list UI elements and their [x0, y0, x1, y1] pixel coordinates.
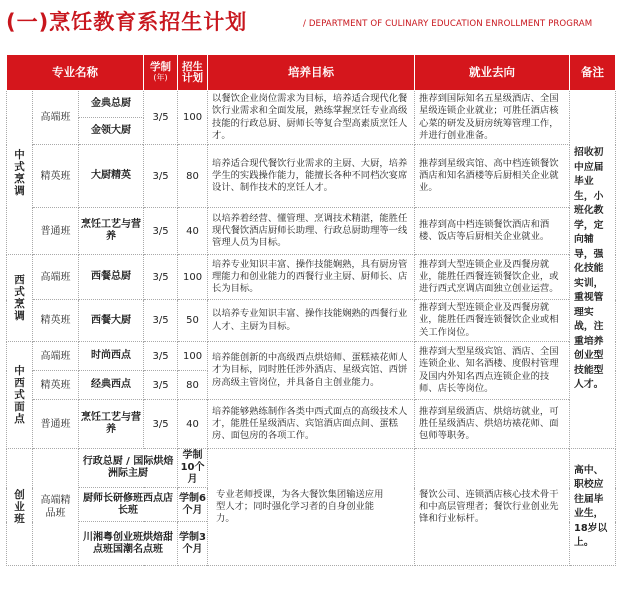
western-note: 招收初中应届毕业生，小班化教学，定向辅导，强化技能实训，重视管理实战，注重培养创业型技能型人才。	[570, 91, 616, 449]
major-name: 西餐总厨	[79, 255, 144, 300]
category-western: 西式烹调	[7, 255, 33, 342]
goal-cell: 以培养着经营、懂管理、烹调技术精湛，能胜任现代餐饮酒店厨师长助理、行政总厨助理等一线管理人员为目标。	[208, 208, 415, 255]
startup-note: 高中、职校应往届毕业生，18岁以上。	[570, 449, 616, 566]
col-years	[144, 55, 178, 91]
table-row	[7, 342, 616, 371]
major-name: 时尚西点	[79, 342, 144, 371]
table-row	[7, 400, 616, 449]
years-cell: 3/5	[144, 255, 178, 300]
col-goal: 培养目标	[208, 55, 415, 91]
level-cell: 精英班	[33, 371, 79, 400]
major-name: 西餐大厨	[79, 300, 144, 342]
table-row	[7, 91, 616, 118]
table-row	[7, 449, 616, 488]
page-subtitle-en: / DEPARTMENT OF CULINARY EDUCATION ENROLLMENT PROGRAM	[303, 19, 593, 29]
page-title: (一)烹饪教育系招生计划	[6, 10, 248, 34]
years-cell: 3/5	[144, 300, 178, 342]
level-cell	[33, 449, 79, 566]
major-name: 烹饪工艺与营养	[79, 208, 144, 255]
years-cell: 3/5	[144, 208, 178, 255]
goal-cell: 以餐饮企业岗位需求为目标，培养适合现代化餐饮行业需求和全面发展，熟练掌握烹饪专业高级技能的行政总厨、厨师长等复合型高素质烹饪人才。	[208, 91, 415, 145]
level-cell: 精英班	[33, 300, 79, 342]
major-name: 经典西点	[79, 371, 144, 400]
col-note: 备注	[570, 55, 616, 91]
category-startup: 创业班	[7, 449, 33, 566]
table-header-row	[7, 55, 616, 91]
table-row	[7, 255, 616, 300]
quota-cell: 100	[178, 255, 208, 300]
years-cell: 3/5	[144, 91, 178, 145]
major-name: 大厨精英	[79, 145, 144, 208]
major-name: 金典总厨	[79, 91, 144, 118]
table-row	[7, 300, 616, 342]
startup-course: 行政总厨 / 国际烘焙洲际主厨	[79, 449, 178, 488]
goal-cell: 培养能够熟练制作各类中西式面点的高级技术人才，能胜任星级酒店、宾馆酒店面点间、蛋糕房、面包房的各项工作。	[208, 400, 415, 449]
level-cell: 高端班	[33, 91, 79, 145]
career-cell: 推荐到大型星级宾馆、酒店、全国连锁企业、知名酒楼、度假村管理及国内外知名西点连锁企业的技师、店长等岗位。	[415, 342, 570, 400]
career-cell: 推荐到国际知名五星级酒店、全国星级连锁企业就业；可胜任酒店核心菜的研发及厨房统筹管理工作，并进行创业准备。	[415, 91, 570, 145]
quota-cell: 80	[178, 145, 208, 208]
level-cell: 高端班	[33, 255, 79, 300]
career-cell: 餐饮公司、连锁酒店核心技术骨干和中高层管理者；餐饮行业创业先锋和行业标杆。	[415, 449, 570, 566]
col-years-unit: (年)	[153, 73, 168, 82]
goal-cell: 培养能创新的中高级西点烘焙师、蛋糕裱花师人才为目标，同时胜任涉外酒店、星级宾馆、西饼房高级主管岗位，并具备自主创业能力。	[208, 342, 415, 400]
quota-cell: 40	[178, 208, 208, 255]
level-cell: 精英班	[33, 145, 79, 208]
startup-course: 川湘粤创业班烘焙甜点班国潮名点班	[79, 522, 178, 566]
major-name: 烹饪工艺与营养	[79, 400, 144, 449]
quota-cell: 40	[178, 400, 208, 449]
page-title-bar	[6, 4, 618, 42]
level-cell: 普通班	[33, 400, 79, 449]
career-cell: 推荐到高中档连锁餐饮酒店和酒楼、饭店等后厨相关企业就业。	[415, 208, 570, 255]
level-cell: 普通班	[33, 208, 79, 255]
col-quota-top: 招生	[182, 60, 204, 73]
career-cell: 推荐到星级酒店、烘焙坊就业，可胜任星级酒店、烘焙坊裱花师、面包师等职务。	[415, 400, 570, 449]
major-name: 金领大厨	[79, 118, 144, 145]
table-row	[7, 208, 616, 255]
startup-duration: 学制10个月	[178, 449, 208, 488]
quota-cell: 50	[178, 300, 208, 342]
startup-duration: 学制3个月	[178, 522, 208, 566]
career-cell: 推荐到星级宾馆、高中档连锁餐饮酒店和知名酒楼等后厨相关企业就业。	[415, 145, 570, 208]
startup-duration: 学制6个月	[178, 488, 208, 522]
col-major: 专业名称	[7, 55, 144, 91]
career-cell: 推荐到大型连锁企业及西餐房就业，能胜任西餐连锁餐饮企业或相关工作岗位。	[415, 300, 570, 342]
category-pastry: 中西式面点	[7, 342, 33, 449]
goal-cell: 以培养专业知识丰富、操作技能娴熟的西餐行业人才、主厨为目标。	[208, 300, 415, 342]
goal-cell: 培养适合现代餐饮行业需求的主厨、大厨，培养学生的实践操作能力，能擅长各种不同档次宴席设计、制作技术的烹饪人才。	[208, 145, 415, 208]
col-years-label: 学制	[150, 61, 172, 73]
startup-course: 厨师长研修班西点店长班	[79, 488, 178, 522]
career-cell: 推荐到大型连锁企业及西餐房就业，能胜任西餐连锁餐饮企业，或进行西式烹调店面独立创业运营。	[415, 255, 570, 300]
quota-cell: 100	[178, 342, 208, 371]
years-cell: 3/5	[144, 400, 178, 449]
years-cell: 3/5	[144, 145, 178, 208]
years-cell: 3/5	[144, 371, 178, 400]
goal-cell: 专业老师授课，为各大餐饮集团输送应用型人才；同时强化学习者的自身创业能力。	[208, 449, 415, 566]
quota-cell: 80	[178, 371, 208, 400]
enrollment-table	[6, 54, 616, 566]
quota-cell: 100	[178, 91, 208, 145]
col-quota-bottom: 计划	[182, 71, 204, 84]
category-chinese: 中式烹调	[7, 91, 33, 255]
table-row	[7, 145, 616, 208]
startup-level: 高端精品班	[40, 495, 71, 520]
col-career: 就业去向	[415, 55, 570, 91]
level-cell: 高端班	[33, 342, 79, 371]
col-quota	[178, 55, 208, 91]
goal-cell: 培养专业知识丰富、操作技能娴熟，具有厨房管理能力和创业能力的西餐行业主厨、厨师长、店长为目标。	[208, 255, 415, 300]
years-cell: 3/5	[144, 342, 178, 371]
